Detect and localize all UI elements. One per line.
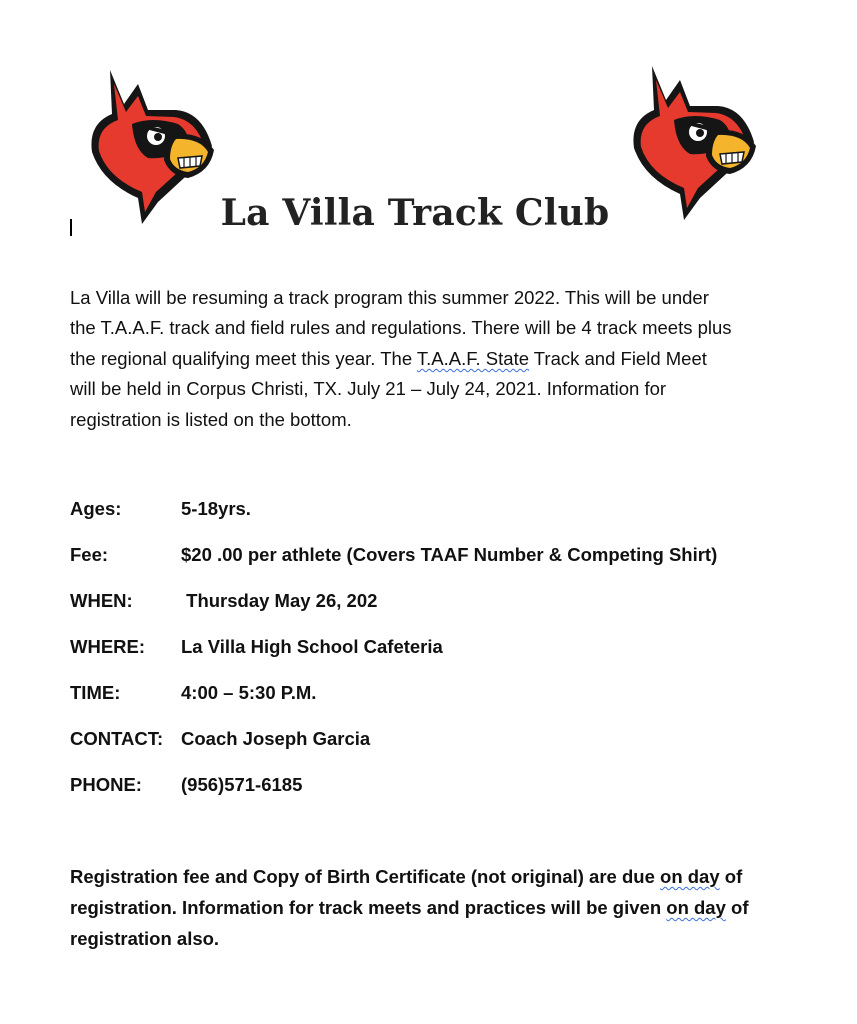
text-cursor (70, 219, 72, 236)
detail-row-fee (70, 542, 830, 588)
intro-line: the T.A.A.F. track and field rules and regulations. There will be 4 track meets plus (70, 317, 732, 339)
detail-value: La Villa High School Cafeteria (181, 636, 443, 657)
detail-value: Coach Joseph Garcia (181, 728, 371, 749)
detail-row-time (70, 680, 830, 726)
registration-note (70, 861, 830, 954)
detail-value: Thursday May 26, 202 (181, 590, 378, 611)
intro-line (70, 344, 800, 374)
detail-label: WHEN: (70, 590, 133, 611)
event-details (70, 496, 830, 818)
note-line (70, 861, 830, 892)
detail-row-where (70, 634, 830, 680)
note-line (70, 892, 830, 923)
detail-row-phone (70, 772, 830, 818)
detail-row-ages (70, 496, 830, 542)
detail-label: PHONE: (70, 774, 142, 795)
intro-paragraph (70, 283, 800, 435)
spellcheck-flagged-text[interactable]: on day (666, 897, 726, 918)
note-text: of (719, 866, 743, 887)
note-text: Registration fee and Copy of Birth Certificate (not original) are due (70, 866, 661, 887)
intro-line: will be held in Corpus Christi, TX. July 21 – July 24, 2021. Information for (70, 378, 667, 400)
detail-label: Fee: (70, 544, 109, 565)
intro-text: the regional qualifying meet this year. The (70, 347, 417, 369)
detail-label: CONTACT: (70, 728, 164, 749)
note-line: registration also. (70, 928, 220, 949)
spellcheck-flagged-text[interactable]: T.A.A.F. State (416, 347, 529, 369)
intro-line: registration is listed on the bottom. (70, 408, 352, 430)
intro-text: Track and Field Meet (529, 347, 707, 369)
detail-label: Ages: (70, 498, 122, 519)
detail-row-when (70, 588, 830, 634)
detail-value: (956)571-6185 (181, 774, 303, 795)
intro-line: La Villa will be resuming a track program this summer 2022. This will be under (70, 287, 709, 308)
page-title: La Villa Track Club (220, 192, 610, 234)
detail-value: 5-18yrs. (181, 498, 251, 519)
detail-row-contact (70, 726, 830, 772)
detail-value: 4:00 – 5:30 P.M. (181, 682, 317, 703)
detail-value: $20 .00 per athlete (Covers TAAF Number & Competing Shirt) (181, 544, 718, 565)
detail-label: WHERE: (70, 636, 146, 657)
spellcheck-flagged-text[interactable]: on day (660, 866, 720, 887)
note-text: registration. Information for track meets and practices will be given (70, 897, 667, 918)
detail-label: TIME: (70, 682, 121, 703)
note-text: of (725, 897, 749, 918)
